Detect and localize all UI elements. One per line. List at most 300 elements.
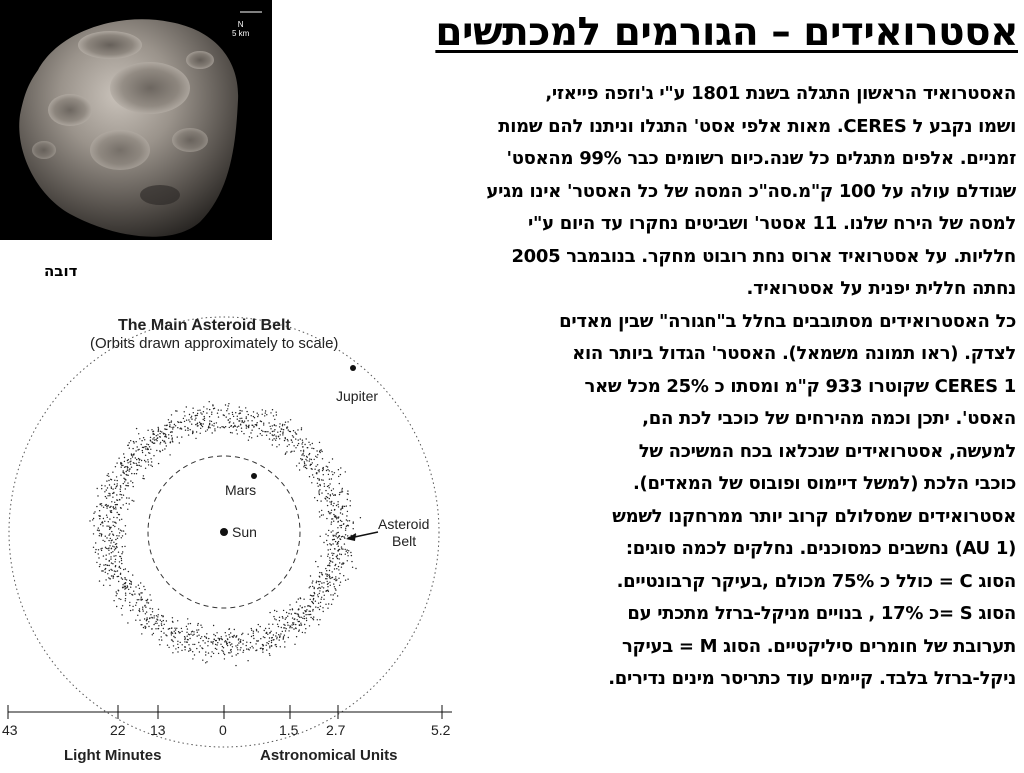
asteroid-dot <box>110 506 111 507</box>
asteroid-dot <box>112 546 113 547</box>
asteroid-dot <box>92 519 93 520</box>
asteroid-dot <box>229 652 230 653</box>
asteroid-dot <box>187 642 188 643</box>
asteroid-dot <box>187 427 188 428</box>
asteroid-dot <box>118 576 119 577</box>
asteroid-dot <box>116 494 117 495</box>
asteroid-dot <box>139 620 140 621</box>
asteroid-dot <box>225 632 226 633</box>
asteroid-dot <box>191 424 192 425</box>
scale-label <box>232 20 249 38</box>
asteroid-dot <box>130 610 131 611</box>
asteroid-dot <box>253 635 254 636</box>
asteroid-dot <box>104 491 105 492</box>
asteroid-dot <box>164 448 165 449</box>
asteroid-dot <box>152 608 153 609</box>
asteroid-dot <box>150 437 151 438</box>
asteroid-dot <box>120 485 121 486</box>
asteroid-dot <box>246 411 247 412</box>
asteroid-dot <box>251 630 252 631</box>
asteroid-dot <box>195 415 196 416</box>
asteroid-dot <box>192 651 193 652</box>
asteroid-dot <box>212 643 213 644</box>
asteroid-dot <box>121 467 122 468</box>
body-line: תערובת של חומרים סיליקטיים. הסוג M = בעיקר <box>622 635 1016 657</box>
asteroid-dot <box>207 641 208 642</box>
asteroid-dot <box>215 648 216 649</box>
asteroid-dot <box>193 634 194 635</box>
asteroid-dot <box>129 605 130 606</box>
asteroid-dot <box>123 586 124 587</box>
asteroid-dot <box>172 440 173 441</box>
asteroid-dot <box>227 408 228 409</box>
asteroid-dot <box>152 611 153 612</box>
asteroid-dot <box>220 410 221 411</box>
asteroid-dot <box>111 501 112 502</box>
asteroid-dot <box>116 591 117 592</box>
asteroid-dot <box>202 640 203 641</box>
asteroid-dot <box>135 605 136 606</box>
asteroid-dot <box>170 432 171 433</box>
asteroid-dot <box>116 485 117 486</box>
asteroid-dot <box>172 640 173 641</box>
asteroid-dot <box>109 533 110 534</box>
asteroid-dot <box>141 624 142 625</box>
scale-bar-label: 5 km <box>232 29 250 38</box>
asteroid-dot <box>139 588 140 589</box>
asteroid-dot <box>141 460 142 461</box>
asteroid-dot <box>133 500 134 501</box>
asteroid-dot <box>206 638 207 639</box>
asteroid-dot <box>107 517 108 518</box>
light-minutes-label: Light Minutes <box>64 747 162 764</box>
asteroid-dot <box>97 488 98 489</box>
tick-2-7: 2.7 <box>326 722 346 738</box>
asteroid-dot <box>125 586 126 587</box>
asteroid-dot <box>173 645 174 646</box>
asteroid-dot <box>116 593 117 594</box>
asteroid-dot <box>143 437 144 438</box>
asteroid-dot <box>121 563 122 564</box>
asteroid-dot <box>128 475 129 476</box>
asteroid-dot <box>164 441 165 442</box>
asteroid-dot <box>180 642 181 643</box>
asteroid-dot <box>204 636 205 637</box>
asteroid-dot <box>141 597 142 598</box>
asteroid-dot <box>159 443 160 444</box>
asteroid-dot <box>242 643 243 644</box>
asteroid-dot <box>120 489 121 490</box>
body-line: למסה של הירח שלנו. 11 אסטר' ושביטים נחקרו עד היום ע"י <box>528 213 1016 234</box>
body-line: נחתה חללית יפנית על אסטרואיד. <box>746 278 1016 299</box>
asteroid-dot <box>181 422 182 423</box>
asteroid-dot <box>240 424 241 425</box>
asteroid-dot <box>187 636 188 637</box>
asteroid-dot <box>176 410 177 411</box>
asteroid-dot <box>178 647 179 648</box>
asteroid-dot <box>207 429 208 430</box>
asteroid-dot <box>98 527 99 528</box>
asteroid-dot <box>226 410 227 411</box>
asteroid-dot <box>185 637 186 638</box>
asteroid-dot <box>138 433 139 434</box>
asteroid-dot <box>158 463 159 464</box>
asteroid-dot <box>160 451 161 452</box>
asteroid-dot <box>168 438 169 439</box>
asteroid-dot <box>196 431 197 432</box>
asteroid-dot <box>221 426 222 427</box>
asteroid-dot <box>213 425 214 426</box>
asteroid-dot <box>165 436 166 437</box>
asteroid-dot <box>190 623 191 624</box>
asteroid-dot <box>229 418 230 419</box>
asteroid-dot <box>197 635 198 636</box>
asteroid-dot <box>120 463 121 464</box>
asteroid-dot <box>172 641 173 642</box>
asteroid-dot <box>212 404 213 405</box>
asteroid-dot <box>100 524 101 525</box>
asteroid-dot <box>216 632 217 633</box>
asteroid-dot <box>187 628 188 629</box>
asteroid-dot <box>246 648 247 649</box>
asteroid-dot <box>167 645 168 646</box>
asteroid-dot <box>169 426 170 427</box>
asteroid-dot <box>224 658 225 659</box>
asteroid-dot <box>111 512 112 513</box>
asteroid-dot <box>133 442 134 443</box>
asteroid-dot <box>128 485 129 486</box>
asteroid-dot <box>199 410 200 411</box>
asteroid-dot <box>112 521 113 522</box>
asteroid-dot <box>232 412 233 413</box>
asteroid-dot <box>121 494 122 495</box>
asteroid-dot <box>238 426 239 427</box>
asteroid-dot <box>131 455 132 456</box>
asteroid-dot <box>119 566 120 567</box>
asteroid-dot <box>120 462 121 463</box>
asteroid-dot <box>235 636 236 637</box>
asteroid-dot <box>186 406 187 407</box>
asteroid-dot <box>111 488 112 489</box>
asteroid-dot <box>209 401 210 402</box>
asteroid-dot <box>130 440 131 441</box>
asteroid-dot <box>129 580 130 581</box>
asteroid-dot <box>203 423 204 424</box>
asteroid-dot <box>181 628 182 629</box>
asteroid-dot <box>210 641 211 642</box>
asteroid-dot <box>144 589 145 590</box>
asteroid-dot <box>128 459 129 460</box>
asteroid-dot <box>231 643 232 644</box>
asteroid-dot <box>99 533 100 534</box>
asteroid-dot <box>93 513 94 514</box>
asteroid-dot <box>184 636 185 637</box>
asteroid-dot <box>228 419 229 420</box>
asteroid-dot <box>171 414 172 415</box>
asteroid-dot <box>147 459 148 460</box>
asteroid-dot <box>114 549 115 550</box>
asteroid-dot <box>105 505 106 506</box>
asteroid-dot <box>228 652 229 653</box>
asteroid-dot <box>158 431 159 432</box>
asteroid-dot <box>95 552 96 553</box>
asteroid-dot <box>198 623 199 624</box>
asteroid-dot <box>242 652 243 653</box>
asteroid-dot <box>106 515 107 516</box>
asteroid-dot <box>171 420 172 421</box>
asteroid-dot <box>98 549 99 550</box>
asteroid-dot <box>153 437 154 438</box>
asteroid-dot <box>125 466 126 467</box>
asteroid-dot <box>240 642 241 643</box>
asteroid-dot <box>220 644 221 645</box>
asteroid-dot <box>147 430 148 431</box>
asteroid-dot <box>150 458 151 459</box>
asteroid-dot <box>202 648 203 649</box>
asteroid-dot <box>154 443 155 444</box>
asteroid-dot <box>251 415 252 416</box>
asteroid-dot <box>197 425 198 426</box>
asteroid-dot <box>154 615 155 616</box>
asteroid-dot <box>127 509 128 510</box>
asteroid-dot <box>216 422 217 423</box>
asteroid-dot <box>123 495 124 496</box>
asteroid-dot <box>125 595 126 596</box>
asteroid-dot <box>139 465 140 466</box>
asteroid-dot <box>189 650 190 651</box>
asteroid-dot <box>216 649 217 650</box>
asteroid-dot <box>197 415 198 416</box>
asteroid-dot <box>222 651 223 652</box>
asteroid-dot <box>141 444 142 445</box>
asteroid-dot <box>157 619 158 620</box>
asteroid-dot <box>158 427 159 428</box>
asteroid-dot <box>130 587 131 588</box>
asteroid-dot <box>225 635 226 636</box>
asteroid-dot <box>145 461 146 462</box>
asteroid-dot <box>236 654 237 655</box>
asteroid-dot <box>115 555 116 556</box>
asteroid-dot <box>230 650 231 651</box>
asteroid-dot <box>246 427 247 428</box>
asteroid-dot <box>149 594 150 595</box>
asteroid-dot <box>251 646 252 647</box>
asteroid-dot <box>253 647 254 648</box>
asteroid-dot <box>161 625 162 626</box>
asteroid-dot <box>179 428 180 429</box>
asteroid-dot <box>141 440 142 441</box>
asteroid-dot <box>155 439 156 440</box>
asteroid-dot <box>228 405 229 406</box>
asteroid-dot <box>172 428 173 429</box>
asteroid-dot <box>108 493 109 494</box>
asteroid-dot <box>125 582 126 583</box>
asteroid-dot <box>214 428 215 429</box>
asteroid-dot <box>119 494 120 495</box>
asteroid-dot <box>146 611 147 612</box>
asteroid-dot <box>231 425 232 426</box>
asteroid-dot <box>121 519 122 520</box>
asteroid-dot <box>108 540 109 541</box>
asteroid-dot <box>194 654 195 655</box>
asteroid-dot <box>150 600 151 601</box>
asteroid-dot <box>242 633 243 634</box>
asteroid-dot <box>251 425 252 426</box>
asteroid-dot <box>197 410 198 411</box>
asteroid-dot <box>161 631 162 632</box>
asteroid-dot <box>195 424 196 425</box>
asteroid-dot <box>208 427 209 428</box>
body-line: שגודלם עולה על 100 ק"מ.סה"כ המסה של כל האסטר' אינו מגיע <box>486 180 1016 202</box>
asteroid-dot <box>135 450 136 451</box>
asteroid-dot <box>129 503 130 504</box>
asteroid-dot <box>112 488 113 489</box>
asteroid-dot <box>115 488 116 489</box>
asteroid-dot <box>112 563 113 564</box>
asteroid-photo <box>0 0 272 240</box>
asteroid-dot <box>201 413 202 414</box>
asteroid-dot <box>110 527 111 528</box>
asteroid-dot <box>132 574 133 575</box>
asteroid-dot <box>161 621 162 622</box>
asteroid-dot <box>114 546 115 547</box>
asteroid-dot <box>247 420 248 421</box>
asteroid-dot <box>219 638 220 639</box>
asteroid-dot <box>211 656 212 657</box>
asteroid-dot <box>93 533 94 534</box>
asteroid-dot <box>136 459 137 460</box>
asteroid-dot <box>118 458 119 459</box>
asteroid-dot <box>159 639 160 640</box>
asteroid-dot <box>184 426 185 427</box>
asteroid-dot <box>237 649 238 650</box>
asteroid-dot <box>200 433 201 434</box>
asteroid-dot <box>175 425 176 426</box>
asteroid-dot <box>223 414 224 415</box>
asteroid-dot <box>225 426 226 427</box>
asteroid-dot <box>115 539 116 540</box>
asteroid-dot <box>184 649 185 650</box>
asteroid-dot <box>230 632 231 633</box>
asteroid-dot <box>131 467 132 468</box>
asteroid-dot <box>197 423 198 424</box>
asteroid-dot <box>108 521 109 522</box>
asteroid-dot <box>229 427 230 428</box>
asteroid-dot <box>143 610 144 611</box>
asteroid-dot <box>199 651 200 652</box>
asteroid-dot <box>150 614 151 615</box>
asteroid-dot <box>169 422 170 423</box>
asteroid-dot <box>198 635 199 636</box>
asteroid-dot <box>156 440 157 441</box>
asteroid-dot <box>108 535 109 536</box>
asteroid-dot <box>148 444 149 445</box>
asteroid-dot <box>107 573 108 574</box>
asteroid-dot <box>124 588 125 589</box>
asteroid-dot <box>133 454 134 455</box>
asteroid-dot <box>146 600 147 601</box>
asteroid-dot <box>158 614 159 615</box>
asteroid-dot <box>127 462 128 463</box>
asteroid-dot <box>113 492 114 493</box>
asteroid-dot <box>247 660 248 661</box>
asteroid-dot <box>160 431 161 432</box>
asteroid-dot <box>238 639 239 640</box>
asteroid-dot <box>127 467 128 468</box>
asteroid-dot <box>223 653 224 654</box>
asteroid-dot <box>225 404 226 405</box>
body-line: האסטרואיד הראשון התגלה בשנת 1801 ע"י ג'וזפה פייאזי, <box>545 83 1016 104</box>
asteroid-dot <box>227 645 228 646</box>
asteroid-dot <box>215 635 216 636</box>
asteroid-dot <box>158 430 159 431</box>
asteroid-dot <box>105 579 106 580</box>
asteroid-dot <box>129 602 130 603</box>
asteroid-dot <box>173 427 174 428</box>
asteroid-dot <box>209 409 210 410</box>
asteroid-dot <box>228 413 229 414</box>
asteroid-dot <box>126 474 127 475</box>
asteroid-dot <box>156 435 157 436</box>
asteroid-dot <box>214 430 215 431</box>
asteroid-dot <box>198 629 199 630</box>
asteroid-dot <box>144 618 145 619</box>
asteroid-dot <box>103 564 104 565</box>
asteroid-dot <box>213 639 214 640</box>
asteroid-dot <box>119 499 120 500</box>
asteroid-dot <box>147 448 148 449</box>
asteroid-dot <box>166 425 167 426</box>
asteroid-dot <box>109 529 110 530</box>
asteroid-dot <box>209 424 210 425</box>
body-line: לצדק. (ראו תמונה משמאל). האסטר' הגדול ביותר הוא <box>572 343 1016 364</box>
asteroid-dot <box>154 439 155 440</box>
asteroid-dot <box>157 628 158 629</box>
asteroid-dot <box>233 426 234 427</box>
tick-0: 0 <box>219 722 227 738</box>
asteroid-dot <box>155 623 156 624</box>
asteroid-dot <box>235 645 236 646</box>
asteroid-dot <box>204 416 205 417</box>
asteroid-dot <box>116 517 117 518</box>
asteroid-dot <box>124 461 125 462</box>
asteroid-dot <box>179 442 180 443</box>
asteroid-dot <box>220 427 221 428</box>
asteroid-dot <box>159 436 160 437</box>
asteroid-dot <box>104 541 105 542</box>
asteroid-dot <box>121 497 122 498</box>
asteroid-dot <box>125 525 126 526</box>
asteroid-dot <box>101 534 102 535</box>
asteroid-dot <box>115 508 116 509</box>
asteroid-dot <box>136 463 137 464</box>
asteroid-dot <box>189 414 190 415</box>
asteroid-dot <box>251 636 252 637</box>
asteroid-dot <box>124 457 125 458</box>
asteroid-dot <box>126 466 127 467</box>
north-label: N <box>237 20 244 29</box>
asteroid-dot <box>161 636 162 637</box>
asteroid-dot <box>152 634 153 635</box>
asteroid-dot <box>136 441 137 442</box>
asteroid-dot <box>156 621 157 622</box>
asteroid-dot <box>162 440 163 441</box>
asteroid-dot <box>208 638 209 639</box>
body-line: הסוג C = כולל כ 75% מכולם ,בעיקר קרבונטיים. <box>616 570 1016 592</box>
asteroid-dot <box>226 416 227 417</box>
asteroid-dot <box>224 641 225 642</box>
asteroid-dot <box>163 433 164 434</box>
